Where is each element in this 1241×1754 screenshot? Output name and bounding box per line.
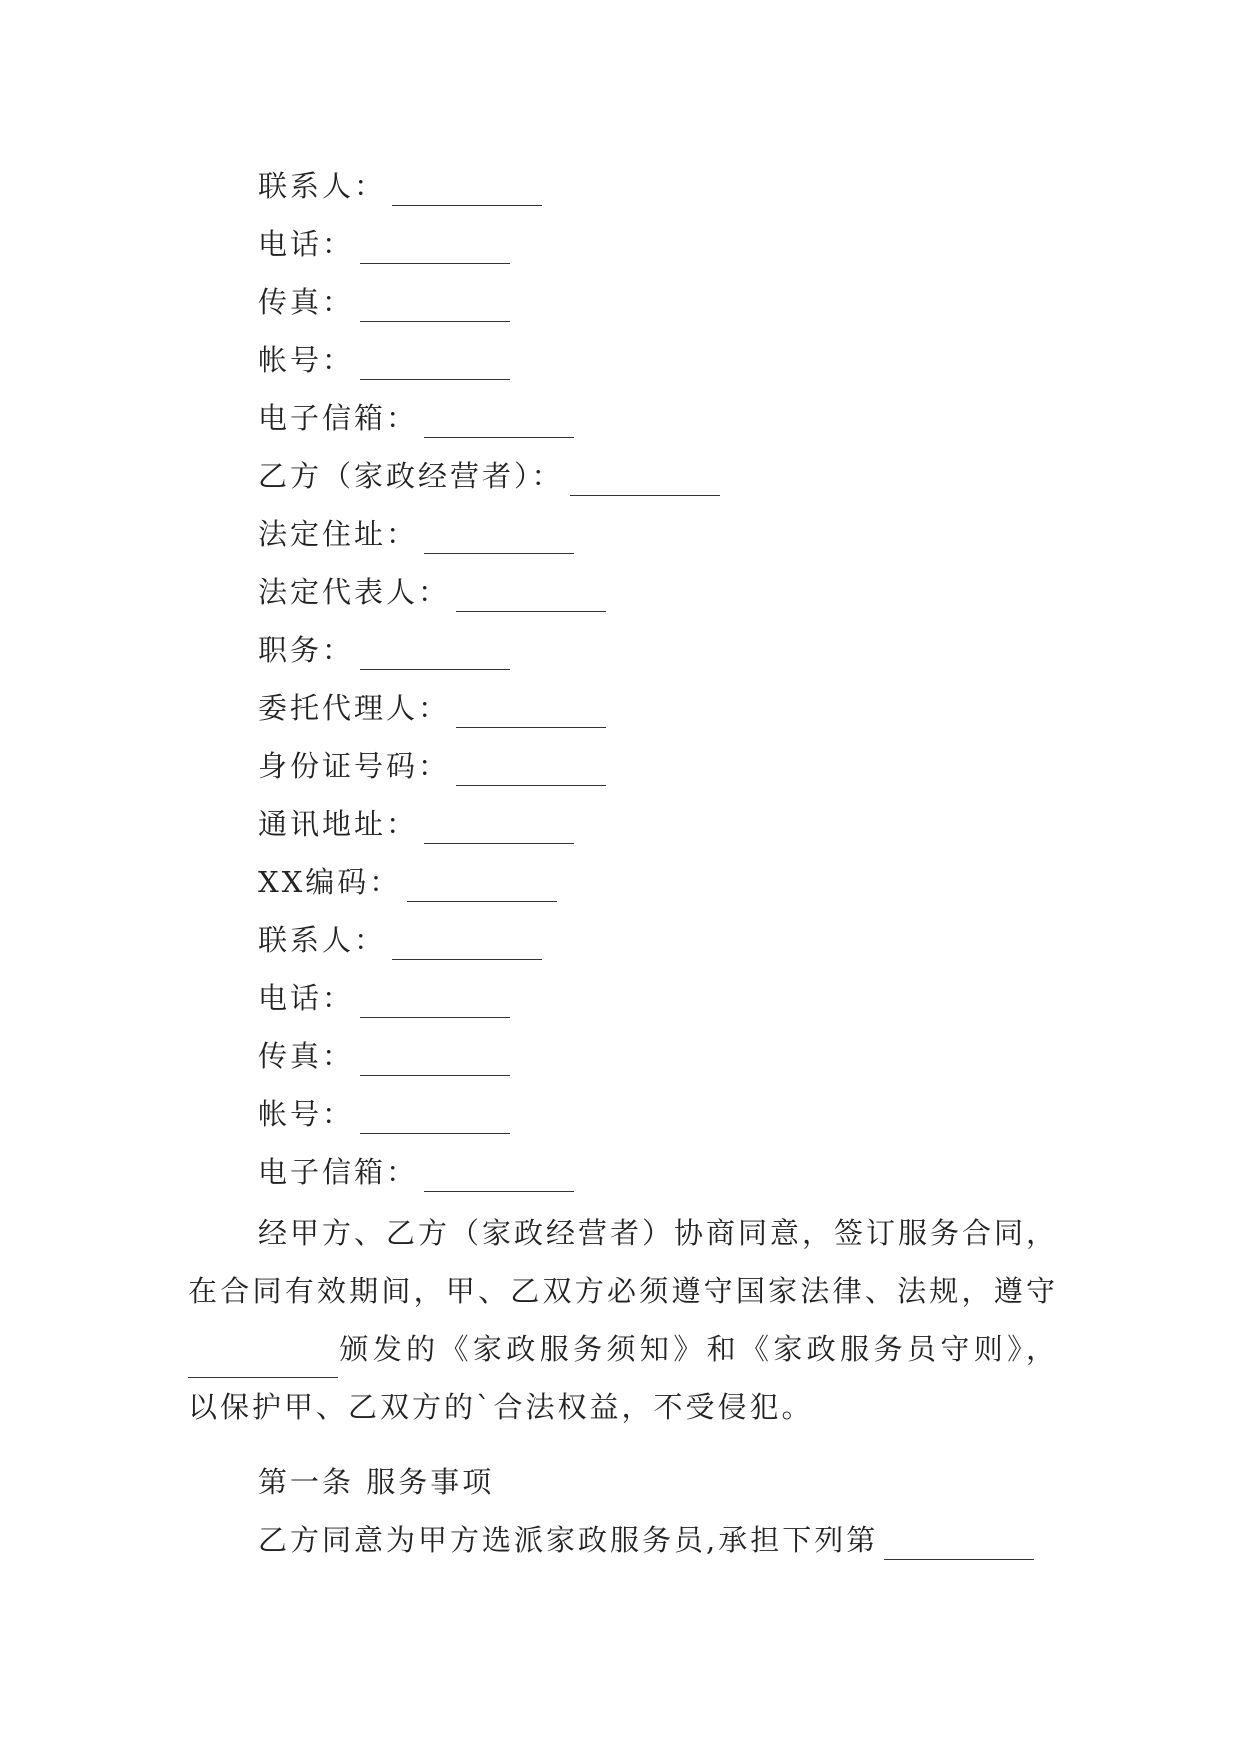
field-account-b — [258, 1094, 510, 1134]
blank-line — [407, 871, 557, 902]
field-fax-a — [258, 282, 510, 322]
field-contact-a — [258, 166, 542, 206]
field-label: 帐号： — [258, 343, 355, 377]
field-label: 法定住址： — [258, 517, 419, 551]
blank-line — [360, 1103, 510, 1134]
field-legal-rep — [258, 572, 606, 612]
blank-line — [360, 1045, 510, 1076]
field-label: 乙方（家政经营者）： — [258, 459, 564, 493]
blank-line — [424, 813, 574, 844]
blank-line — [424, 523, 574, 554]
blank-line — [456, 581, 606, 612]
blank-line — [424, 407, 574, 438]
field-label: 职务： — [258, 633, 355, 667]
field-label: 电话： — [258, 981, 355, 1015]
field-label: 法定代表人： — [258, 575, 451, 609]
field-email-b — [258, 1152, 574, 1192]
blank-line — [188, 1347, 338, 1378]
blank-line — [360, 233, 510, 264]
blank-line — [884, 1529, 1034, 1560]
field-label: 传真： — [258, 1039, 355, 1073]
paragraph-text-2: 颁发的《家政服务须知》和《家政服务员守则》，以保护甲、乙双方的`合法权益，不受侵犯。 — [188, 1332, 1058, 1424]
blank-line — [392, 175, 542, 206]
field-label: 联系人： — [258, 169, 387, 203]
field-legal-address — [258, 514, 574, 554]
article-text — [258, 1520, 1034, 1560]
field-label: 委托代理人： — [258, 691, 451, 725]
field-label: 电子信箱： — [258, 401, 419, 435]
field-label: 身份证号码： — [258, 749, 451, 783]
paragraph-text-1: 经甲方、乙方（家政经营者）协商同意，签订服务合同，在合同有效期间，甲、乙双方必须遵守国家法律、法规，遵守 — [188, 1216, 1059, 1308]
agreement-paragraph — [188, 1204, 1058, 1436]
blank-line — [456, 755, 606, 786]
field-label: XX编码： — [258, 865, 402, 899]
field-label: 联系人： — [258, 923, 387, 957]
field-contact-b — [258, 920, 542, 960]
field-label: 通讯地址： — [258, 807, 419, 841]
blank-line — [360, 291, 510, 322]
field-party-b — [258, 456, 720, 496]
blank-line — [360, 639, 510, 670]
field-label: 传真： — [258, 285, 355, 319]
field-label: 电话： — [258, 227, 355, 261]
blank-line — [360, 349, 510, 380]
field-phone-b — [258, 978, 510, 1018]
field-fax-b — [258, 1036, 510, 1076]
field-position — [258, 630, 510, 670]
field-postcode — [258, 862, 557, 902]
field-email-a — [258, 398, 574, 438]
field-phone-a — [258, 224, 510, 264]
field-mail-address — [258, 804, 574, 844]
article-text-body: 乙方同意为甲方选派家政服务员,承担下列第 — [258, 1523, 879, 1557]
field-id-number — [258, 746, 606, 786]
field-label: 电子信箱： — [258, 1155, 419, 1189]
blank-line — [456, 697, 606, 728]
blank-line — [392, 929, 542, 960]
field-agent — [258, 688, 606, 728]
blank-line — [570, 465, 720, 496]
field-label: 帐号： — [258, 1097, 355, 1131]
field-account-a — [258, 340, 510, 380]
blank-line — [360, 987, 510, 1018]
article-heading: 第一条 服务事项 — [258, 1465, 495, 1499]
blank-line — [424, 1161, 574, 1192]
